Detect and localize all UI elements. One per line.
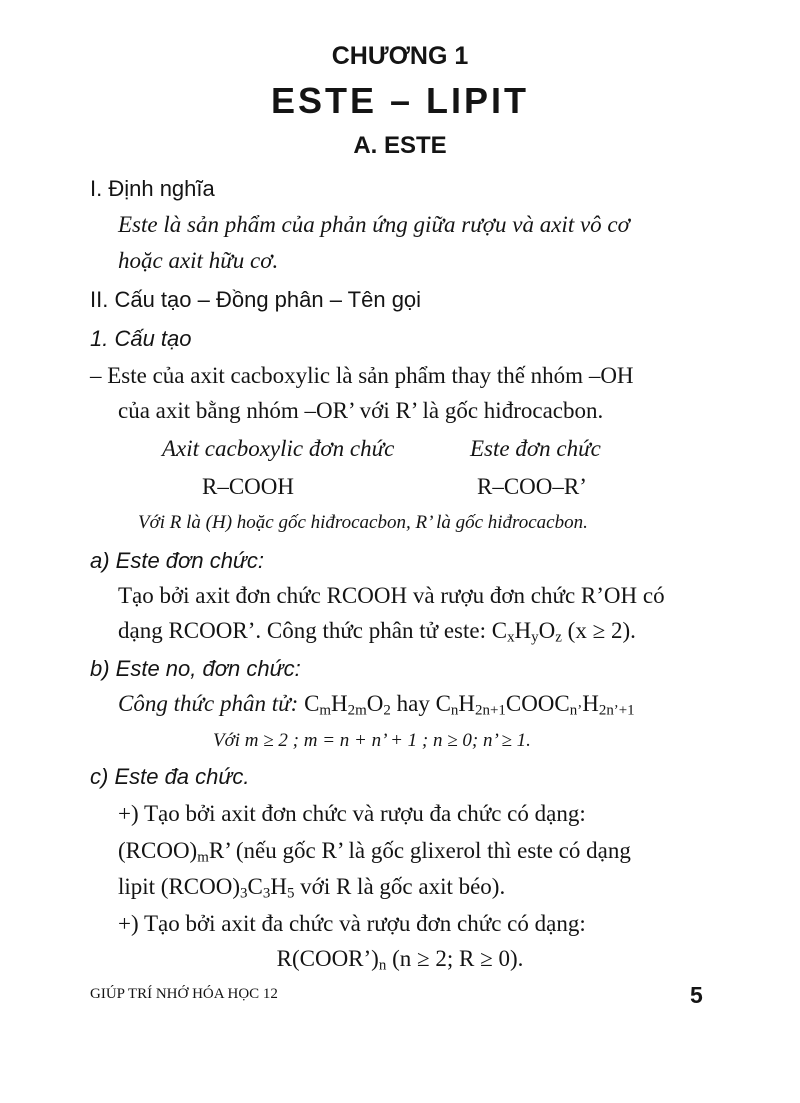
saturated-ester-heading: b) Este no, đơn chức:: [90, 656, 301, 681]
acid-column-label: Axit cacboxylic đơn chức: [162, 436, 395, 461]
poly-ester-line-5: $R(COOR’)_n$ (n ≥ 2; R ≥ 0).: [276, 946, 524, 974]
ester-formula: R–COO–R’: [477, 474, 587, 499]
poly-ester-line-1: +) Tạo bởi axit đơn chức và rượu đa chức có dạng:: [118, 801, 586, 826]
acid-formula: R–COOH: [202, 474, 295, 499]
definition-line-1: Este là sản phẩm của phản ứng giữa rượu và axit vô cơ: [118, 212, 630, 237]
poly-ester-line-2: $(RCOO)_mR$’ (nếu gốc R’ là gốc glixerol thì este có dạng: [118, 838, 631, 866]
single-ester-line-1: Tạo bởi axit đơn chức RCOOH và rượu đơn chức R’OH có: [118, 583, 665, 608]
structure-para-line-1: – Este của axit cacboxylic là sản phẩm thay thế nhóm –OH: [90, 363, 634, 388]
single-ester-line-2: dạng RCOOR’. Công thức phân tử este: $C_xH_yO_z$ (x ≥ 2).: [118, 618, 636, 646]
page-number: 5: [690, 982, 703, 1008]
section-title: A. ESTE: [353, 132, 447, 159]
saturated-ester-formula-line: Công thức phân tử: $C_mH_{2m}O_2$ hay $C_nH_{2n+1}COOC_{n’}H_{2n’+1}$: [118, 691, 635, 719]
poly-ester-line-3: lipit $(RCOO)_3C_3H_5$ với R là gốc axit béo).: [118, 874, 506, 902]
structure-note: Với R là (H) hoặc gốc hiđrocacbon, R’ là gốc hiđrocacbon.: [138, 512, 588, 533]
saturated-ester-conditions: Với m ≥ 2 ; m = n + n’ + 1 ; n ≥ 0; n’ ≥ 1.: [213, 730, 531, 751]
poly-ester-heading: c) Este đa chức.: [90, 764, 250, 789]
definition-line-2: hoặc axit hữu cơ.: [118, 248, 279, 273]
structure-heading: II. Cấu tạo – Đồng phân – Tên gọi: [90, 287, 422, 312]
structure-para-line-2: của axit bằng nhóm –OR’ với R’ là gốc hiđrocacbon.: [118, 398, 604, 423]
single-ester-heading: a) Este đơn chức:: [90, 548, 264, 573]
definition-heading: I. Định nghĩa: [90, 176, 215, 201]
structure-subheading: 1. Cấu tạo: [90, 326, 192, 351]
chapter-title: ESTE – LIPIT: [270, 80, 530, 121]
ester-column-label: Este đơn chức: [470, 436, 601, 461]
chapter-label: CHƯƠNG 1: [331, 42, 469, 70]
footer-book-title: GIÚP TRÍ NHỚ HÓA HỌC 12: [90, 986, 278, 1002]
poly-ester-line-4: +) Tạo bởi axit đa chức và rượu đơn chức có dạng:: [118, 911, 586, 936]
